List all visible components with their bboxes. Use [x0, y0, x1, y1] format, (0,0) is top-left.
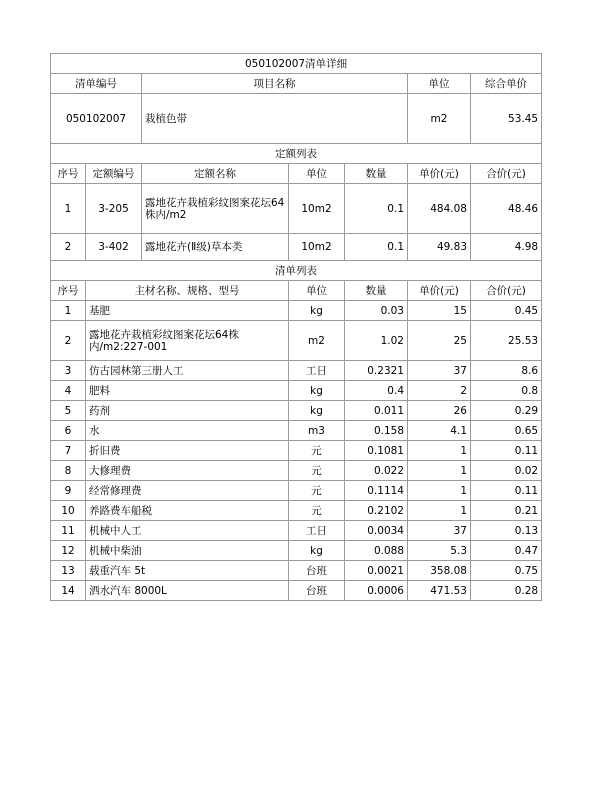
list-name: 洒水汽车 8000L — [86, 581, 289, 601]
list-total: 0.8 — [471, 381, 542, 401]
list-row — [51, 581, 542, 601]
list-row — [51, 481, 542, 501]
list-qty: 0.088 — [345, 541, 408, 561]
bill-header-row — [51, 74, 542, 94]
list-qty: 0.022 — [345, 461, 408, 481]
quota-header-row — [51, 164, 542, 184]
quota-code: 3-205 — [86, 184, 142, 234]
bill-unit: m2 — [408, 94, 471, 144]
list-total: 0.13 — [471, 521, 542, 541]
list-name: 仿古园林第三册人工 — [86, 361, 289, 381]
list-no: 6 — [51, 421, 86, 441]
bill-row — [51, 94, 542, 144]
list-no: 1 — [51, 301, 86, 321]
bill-code: 050102007 — [51, 94, 142, 144]
list-total: 0.21 — [471, 501, 542, 521]
list-row — [51, 521, 542, 541]
list-name: 基肥 — [86, 301, 289, 321]
quota-code: 3-402 — [86, 234, 142, 261]
bill-price-header: 综合单价 — [471, 74, 542, 94]
list-no: 14 — [51, 581, 86, 601]
list-row — [51, 381, 542, 401]
list-total: 0.11 — [471, 481, 542, 501]
list-no: 12 — [51, 541, 86, 561]
list-price: 15 — [408, 301, 471, 321]
list-unit: m2 — [289, 321, 345, 361]
list-total-header: 合价(元) — [471, 281, 542, 301]
list-total: 0.29 — [471, 401, 542, 421]
list-qty: 0.2321 — [345, 361, 408, 381]
list-unit: 元 — [289, 481, 345, 501]
list-no: 2 — [51, 321, 86, 361]
quota-name: 露地花卉(Ⅱ级)草本类 — [142, 234, 289, 261]
list-qty: 0.0034 — [345, 521, 408, 541]
list-no: 11 — [51, 521, 86, 541]
list-row — [51, 461, 542, 481]
list-price-header: 单价(元) — [408, 281, 471, 301]
list-price: 2 — [408, 381, 471, 401]
quota-name-header: 定额名称 — [142, 164, 289, 184]
quota-section-row — [51, 144, 542, 164]
list-header-row — [51, 281, 542, 301]
list-price: 37 — [408, 361, 471, 381]
list-no: 10 — [51, 501, 86, 521]
quota-price-header: 单价(元) — [408, 164, 471, 184]
list-qty-header: 数量 — [345, 281, 408, 301]
title-row — [51, 54, 542, 74]
list-qty: 0.158 — [345, 421, 408, 441]
quota-total: 4.98 — [471, 234, 542, 261]
list-qty: 0.0006 — [345, 581, 408, 601]
list-qty: 1.02 — [345, 321, 408, 361]
list-total: 8.6 — [471, 361, 542, 381]
list-qty: 0.03 — [345, 301, 408, 321]
list-row — [51, 541, 542, 561]
list-section-title: 清单列表 — [51, 261, 542, 281]
list-unit: 台班 — [289, 561, 345, 581]
list-no: 4 — [51, 381, 86, 401]
quota-no: 1 — [51, 184, 86, 234]
list-unit: kg — [289, 401, 345, 421]
list-unit: 台班 — [289, 581, 345, 601]
list-qty: 0.011 — [345, 401, 408, 421]
list-row — [51, 361, 542, 381]
list-row — [51, 421, 542, 441]
list-total: 0.11 — [471, 441, 542, 461]
list-total: 0.75 — [471, 561, 542, 581]
list-qty: 0.1081 — [345, 441, 408, 461]
list-unit: 元 — [289, 461, 345, 481]
list-unit: m3 — [289, 421, 345, 441]
list-qty: 0.4 — [345, 381, 408, 401]
bill-code-header: 清单编号 — [51, 74, 142, 94]
quota-qty: 0.1 — [345, 184, 408, 234]
list-total: 0.65 — [471, 421, 542, 441]
list-total: 0.45 — [471, 301, 542, 321]
quota-name: 露地花卉栽植彩纹图案花坛64株内/m2 — [142, 184, 289, 234]
list-name: 机械中人工 — [86, 521, 289, 541]
list-unit: 元 — [289, 501, 345, 521]
list-qty: 0.1114 — [345, 481, 408, 501]
list-total: 0.28 — [471, 581, 542, 601]
list-price: 358.08 — [408, 561, 471, 581]
list-no-header: 序号 — [51, 281, 86, 301]
quota-no-header: 序号 — [51, 164, 86, 184]
list-price: 4.1 — [408, 421, 471, 441]
list-row — [51, 441, 542, 461]
list-unit: 工日 — [289, 521, 345, 541]
list-price: 471.53 — [408, 581, 471, 601]
list-no: 8 — [51, 461, 86, 481]
list-row — [51, 321, 542, 361]
list-name: 水 — [86, 421, 289, 441]
quota-code-header: 定额编号 — [86, 164, 142, 184]
list-no: 7 — [51, 441, 86, 461]
quota-total: 48.46 — [471, 184, 542, 234]
list-name: 经常修理费 — [86, 481, 289, 501]
list-name: 机械中柴油 — [86, 541, 289, 561]
list-name: 大修理费 — [86, 461, 289, 481]
list-price: 1 — [408, 461, 471, 481]
list-row — [51, 501, 542, 521]
list-price: 37 — [408, 521, 471, 541]
list-unit: kg — [289, 301, 345, 321]
list-unit: kg — [289, 541, 345, 561]
quota-unit: 10m2 — [289, 184, 345, 234]
list-no: 13 — [51, 561, 86, 581]
list-section-row — [51, 261, 542, 281]
list-no: 3 — [51, 361, 86, 381]
list-total: 25.53 — [471, 321, 542, 361]
list-body — [51, 301, 542, 601]
quota-total-header: 合价(元) — [471, 164, 542, 184]
list-total: 0.02 — [471, 461, 542, 481]
list-total: 0.47 — [471, 541, 542, 561]
quota-price: 49.83 — [408, 234, 471, 261]
table-title: 050102007清单详细 — [51, 54, 542, 74]
list-name-header: 主材名称、规格、型号 — [86, 281, 289, 301]
list-name: 肥料 — [86, 381, 289, 401]
list-name: 载重汽车 5t — [86, 561, 289, 581]
list-no: 9 — [51, 481, 86, 501]
bill-name: 栽植色带 — [142, 94, 408, 144]
bill-unit-header: 单位 — [408, 74, 471, 94]
list-qty: 0.0021 — [345, 561, 408, 581]
list-name: 养路费车船税 — [86, 501, 289, 521]
list-row — [51, 401, 542, 421]
list-name: 露地花卉栽植彩纹图案花坛64株内/m2:227-001 — [86, 321, 289, 361]
list-price: 1 — [408, 441, 471, 461]
list-row — [51, 301, 542, 321]
quota-unit-header: 单位 — [289, 164, 345, 184]
quota-no: 2 — [51, 234, 86, 261]
quota-row — [51, 234, 542, 261]
list-price: 26 — [408, 401, 471, 421]
bill-detail-table — [50, 53, 542, 601]
list-price: 1 — [408, 501, 471, 521]
list-row — [51, 561, 542, 581]
quota-row — [51, 184, 542, 234]
quota-qty-header: 数量 — [345, 164, 408, 184]
list-price: 1 — [408, 481, 471, 501]
list-no: 5 — [51, 401, 86, 421]
list-unit: 工日 — [289, 361, 345, 381]
list-price: 25 — [408, 321, 471, 361]
list-unit: 元 — [289, 441, 345, 461]
list-name: 药剂 — [86, 401, 289, 421]
quota-price: 484.08 — [408, 184, 471, 234]
quota-qty: 0.1 — [345, 234, 408, 261]
bill-price: 53.45 — [471, 94, 542, 144]
quota-section-title: 定额列表 — [51, 144, 542, 164]
bill-name-header: 项目名称 — [142, 74, 408, 94]
list-unit: kg — [289, 381, 345, 401]
list-price: 5.3 — [408, 541, 471, 561]
quota-unit: 10m2 — [289, 234, 345, 261]
list-qty: 0.2102 — [345, 501, 408, 521]
list-unit-header: 单位 — [289, 281, 345, 301]
list-name: 折旧费 — [86, 441, 289, 461]
